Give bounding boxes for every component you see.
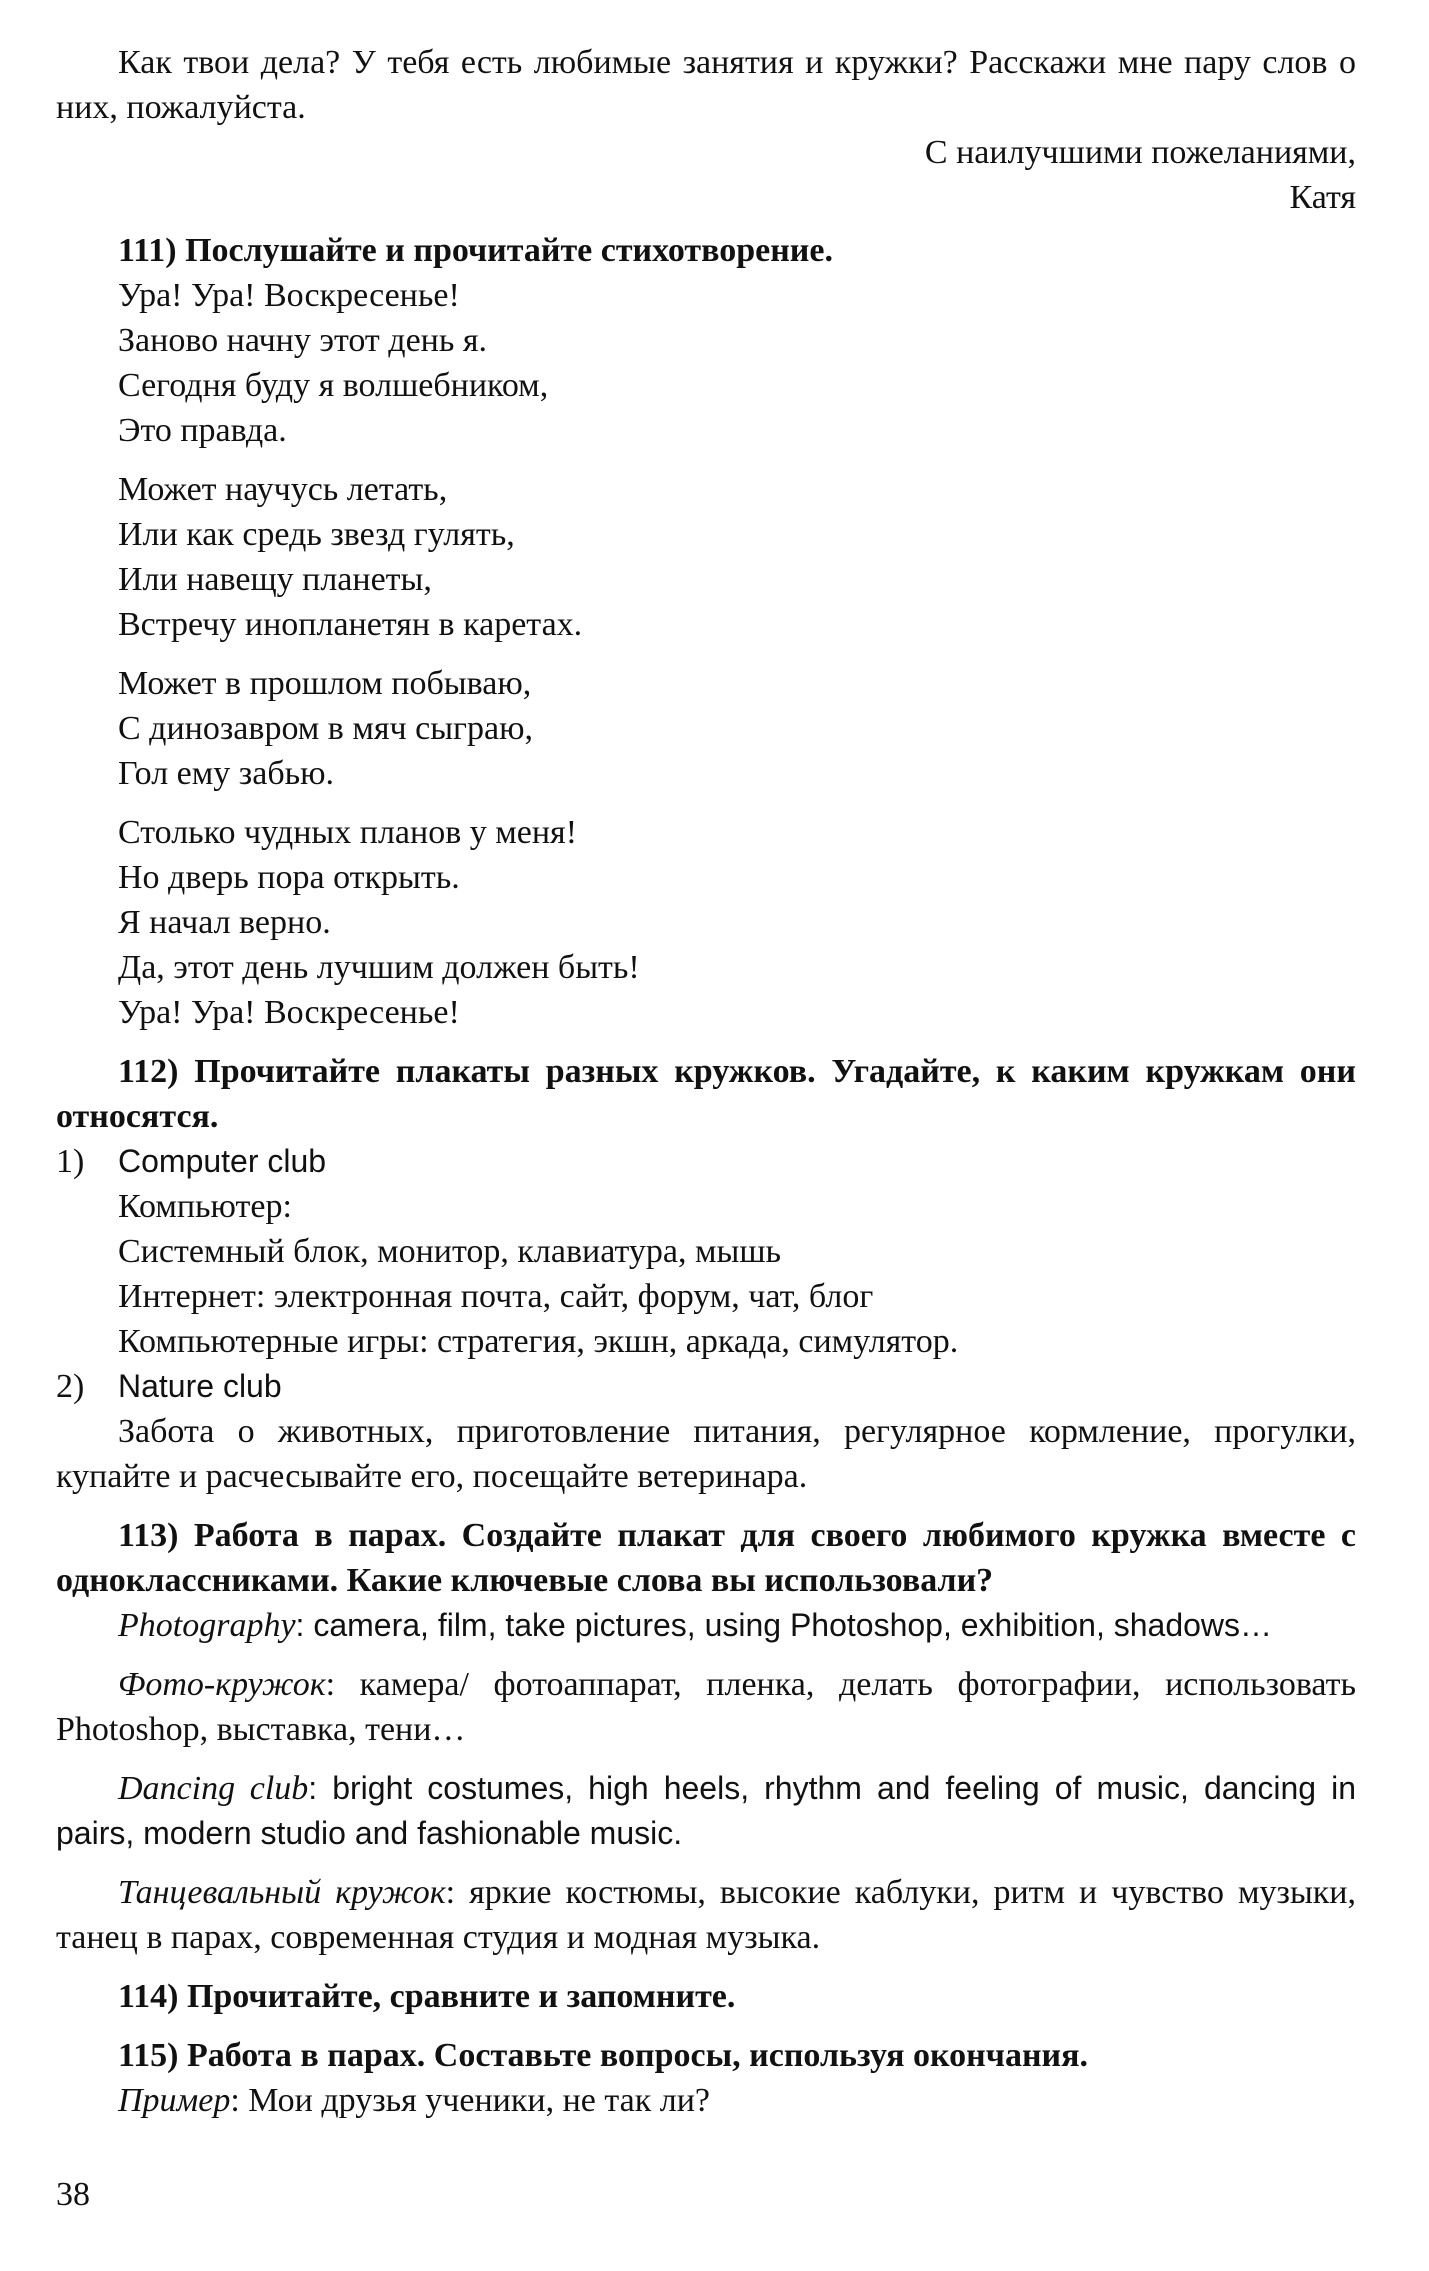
term-text: : камера/ фотоаппарат, пленка, делать фотографии, использовать Photoshop, выставка, тени…: [56, 1666, 1356, 1748]
textbook-page: [56, 40, 1356, 2123]
club-item-1: [56, 1139, 1356, 1364]
photo-club-paragraph: [56, 1662, 1356, 1752]
poem-line: Встречу инопланетян в каретах.: [118, 606, 583, 643]
term-text: : яркие костюмы, высокие каблуки, ритм и чувство музыки, танец в парах, современная студия и модная музыка.: [56, 1874, 1356, 1956]
poem-stanza-3: [118, 661, 1356, 796]
poem-line: Но дверь пора открыть.: [118, 859, 460, 896]
letter-signature: Катя: [1289, 179, 1356, 216]
item-number: 1): [56, 1143, 85, 1180]
example-paragraph: [56, 2078, 1356, 2123]
letter-body: Как твои дела? У тебя есть любимые занятия и кружки? Расскажи мне пару слов о них, пожалуйста.: [56, 44, 1356, 126]
term: Пример: [118, 2082, 231, 2119]
letter-closing: С наилучшими пожеланиями,: [924, 134, 1356, 171]
club-item-2: [56, 1364, 1356, 1409]
term: Photography: [118, 1607, 296, 1644]
term-text: : Мои друзья ученики, не так ли?: [230, 2082, 711, 2119]
poem-line: Заново начну этот день я.: [118, 322, 488, 359]
poem-line: Столько чудных планов у меня!: [118, 814, 578, 851]
poem-line: Я начал верно.: [118, 904, 331, 941]
poem-line: Гол ему забью.: [118, 755, 335, 792]
poem-line: Сегодня буду я волшебником,: [118, 367, 549, 404]
dancing-club-paragraph: [56, 1766, 1356, 1856]
poem-line: Может научусь летать,: [118, 471, 448, 508]
exercise-112-heading: 112) Прочитайте плакаты разных кружков. Угадайте, к каким кружкам они относятся.: [56, 1053, 1356, 1135]
poem-line: Это правда.: [118, 412, 287, 449]
page-number: 38: [56, 2176, 90, 2213]
nature-club-text: Забота о животных, приготовление питания, регулярное кормление, прогулки, купайте и расчесывайте его, посещайте ветеринара.: [56, 1413, 1356, 1495]
poem: [118, 273, 1356, 1035]
poem-line: Да, этот день лучшим должен быть!: [118, 949, 640, 986]
term-text: : bright costumes, high heels, rhythm and feeling of music, dancing in pairs, modern studio and fashionable music.: [56, 1770, 1356, 1851]
item-line: Системный блок, монитор, клавиатура, мышь: [118, 1233, 781, 1270]
item-number: 2): [56, 1368, 85, 1405]
photography-paragraph: [56, 1603, 1356, 1648]
exercise-114-heading: 114) Прочитайте, сравните и запомните.: [118, 1978, 736, 2015]
poem-stanza-1: [118, 273, 1356, 453]
term: Dancing club: [118, 1770, 309, 1807]
term: Танцевальный кружок: [118, 1874, 446, 1911]
dance-club-ru-paragraph: [56, 1870, 1356, 1960]
exercise-113-heading: 113) Работа в парах. Создайте плакат для своего любимого кружка вместе с одноклассниками. Какие ключевые слова вы использовали?: [56, 1517, 1356, 1599]
exercise-111-heading: 111) Послушайте и прочитайте стихотворение.: [118, 232, 833, 269]
poem-stanza-2: [118, 467, 1356, 647]
item-line: Компьютерные игры: стратегия, экшн, аркада, симулятор.: [118, 1323, 959, 1360]
poem-line: Может в прошлом побываю,: [118, 665, 532, 702]
poem-line: Или как средь звезд гулять,: [118, 516, 515, 553]
term-text: : camera, film, take pictures, using Photoshop, exhibition, shadows…: [295, 1607, 1273, 1643]
poem-line: Или навещу планеты,: [118, 561, 432, 598]
exercise-115-heading: 115) Работа в парах. Составьте вопросы, используя окончания.: [118, 2037, 1089, 2074]
item-title: Nature club: [118, 1368, 282, 1404]
term: Фото-кружок: [118, 1666, 326, 1703]
item-title: Computer club: [118, 1143, 327, 1179]
poem-stanza-4: [118, 810, 1356, 1035]
poem-line: С динозавром в мяч сыграю,: [118, 710, 533, 747]
item-line: Компьютер:: [118, 1188, 292, 1225]
poem-line: Ура! Ура! Воскресенье!: [118, 994, 460, 1031]
item-line: Интернет: электронная почта, сайт, форум, чат, блог: [118, 1278, 874, 1315]
poem-line: Ура! Ура! Воскресенье!: [118, 277, 460, 314]
